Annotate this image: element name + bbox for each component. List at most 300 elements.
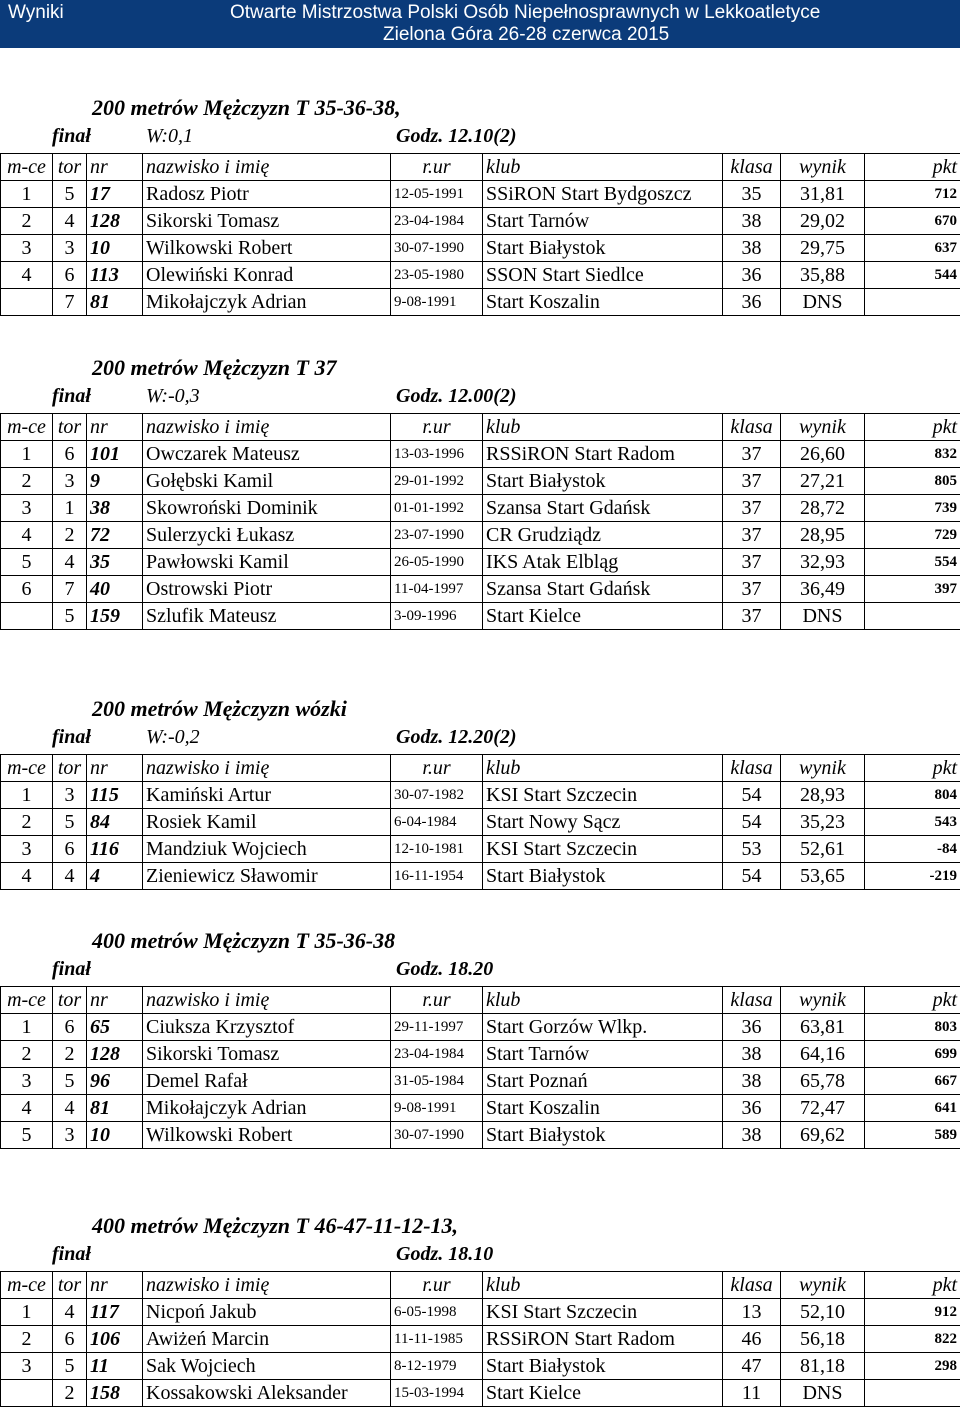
table-row [1,1326,960,1353]
table-row [1,576,960,603]
column-header-number: nr [87,755,143,782]
col-lane: 3 [53,1122,87,1149]
event-title: 200 metrów Mężczyzn T 35-36-38, [92,95,401,120]
table-row [1,441,960,468]
col-points: 729 [865,522,960,549]
col-lane: 3 [53,782,87,809]
results-table [0,413,960,630]
results-table [0,754,960,890]
col-birthdate: 11-11-1985 [391,1326,483,1353]
col-class: 47 [723,1353,781,1380]
event-meta [0,726,960,754]
col-name: Sak Wojciech [143,1353,391,1380]
col-result: 52,10 [781,1299,865,1326]
event-title: 200 metrów Mężczyzn wózki [92,696,347,721]
column-header-place: m-ce [1,755,53,782]
col-number: 72 [87,522,143,549]
col-class: 37 [723,576,781,603]
col-class: 37 [723,522,781,549]
col-birthdate: 16-11-1954 [391,863,483,890]
column-header-club: klub [483,755,723,782]
col-club: KSI Start Szczecin [483,1299,723,1326]
column-header-birthdate: r.ur [391,154,483,181]
col-club: Start Kielce [483,603,723,630]
col-points: 912 [865,1299,960,1326]
column-header-name: nazwisko i imię [143,755,391,782]
col-class: 35 [723,181,781,208]
col-club: Start Tarnów [483,1041,723,1068]
col-number: 35 [87,549,143,576]
col-number: 128 [87,1041,143,1068]
col-result: 35,88 [781,262,865,289]
table-row [1,782,960,809]
table-row [1,809,960,836]
table-row [1,262,960,289]
column-header-name: nazwisko i imię [143,1272,391,1299]
column-header-points: pkt [865,414,960,441]
column-header-birthdate: r.ur [391,414,483,441]
col-number: 115 [87,782,143,809]
col-lane: 5 [53,809,87,836]
col-club: IKS Atak Elbląg [483,549,723,576]
table-header-row [1,1272,960,1299]
column-header-club: klub [483,1272,723,1299]
col-birthdate: 23-05-1980 [391,262,483,289]
column-header-lane: tor [53,1272,87,1299]
col-number: 159 [87,603,143,630]
column-header-lane: tor [53,755,87,782]
column-header-class: klasa [723,755,781,782]
col-number: 40 [87,576,143,603]
col-points: -84 [865,836,960,863]
col-number: 10 [87,235,143,262]
col-result: DNS [781,1380,865,1407]
col-class: 38 [723,235,781,262]
col-place: 2 [1,1041,53,1068]
column-header-result: wynik [781,755,865,782]
col-lane: 5 [53,1353,87,1380]
table-row [1,522,960,549]
col-name: Demel Rafał [143,1068,391,1095]
table-header-row [1,755,960,782]
col-points: 832 [865,441,960,468]
col-birthdate: 23-04-1984 [391,1041,483,1068]
col-name: Awiżeń Marcin [143,1326,391,1353]
col-points: 544 [865,262,960,289]
column-header-number: nr [87,414,143,441]
column-header-points: pkt [865,755,960,782]
column-header-points: pkt [865,154,960,181]
col-result: 81,18 [781,1353,865,1380]
col-place: 4 [1,863,53,890]
table-row [1,549,960,576]
table-row [1,468,960,495]
col-lane: 4 [53,1299,87,1326]
table-row [1,289,960,316]
col-number: 84 [87,809,143,836]
col-result: 28,72 [781,495,865,522]
col-name: Zieniewicz Sławomir [143,863,391,890]
col-number: 10 [87,1122,143,1149]
col-number: 128 [87,208,143,235]
col-lane: 6 [53,836,87,863]
col-birthdate: 30-07-1990 [391,235,483,262]
col-club: Start Gorzów Wlkp. [483,1014,723,1041]
col-lane: 4 [53,863,87,890]
table-header-row [1,987,960,1014]
col-class: 54 [723,863,781,890]
table-header-row [1,154,960,181]
col-place: 5 [1,1122,53,1149]
col-number: 81 [87,1095,143,1122]
column-header-result: wynik [781,987,865,1014]
col-place: 3 [1,495,53,522]
header-left: Wyniki [8,2,64,23]
col-number: 117 [87,1299,143,1326]
col-points: 543 [865,809,960,836]
col-lane: 7 [53,289,87,316]
table-row [1,863,960,890]
col-lane: 4 [53,549,87,576]
col-number: 81 [87,289,143,316]
header-subtitle: Zielona Góra 26-28 czerwca 2015 [383,24,670,45]
col-name: Kossakowski Aleksander [143,1380,391,1407]
col-class: 37 [723,468,781,495]
final-label: finał [52,726,91,748]
col-result: DNS [781,289,865,316]
col-number: 65 [87,1014,143,1041]
col-birthdate: 26-05-1990 [391,549,483,576]
column-header-number: nr [87,1272,143,1299]
col-number: 106 [87,1326,143,1353]
col-club: SSiRON Start Bydgoszcz [483,181,723,208]
col-name: Sikorski Tomasz [143,1041,391,1068]
col-club: SSON Start Siedlce [483,262,723,289]
col-place: 4 [1,522,53,549]
col-points: 739 [865,495,960,522]
col-lane: 6 [53,1014,87,1041]
table-row [1,1299,960,1326]
col-place: 2 [1,208,53,235]
col-name: Wilkowski Robert [143,1122,391,1149]
col-result: 52,61 [781,836,865,863]
column-header-club: klub [483,414,723,441]
col-lane: 1 [53,495,87,522]
column-header-name: nazwisko i imię [143,987,391,1014]
col-birthdate: 29-11-1997 [391,1014,483,1041]
col-name: Owczarek Mateusz [143,441,391,468]
col-club: RSSiRON Start Radom [483,441,723,468]
col-place: 6 [1,576,53,603]
col-club: Start Poznań [483,1068,723,1095]
col-lane: 3 [53,468,87,495]
col-name: Szlufik Mateusz [143,603,391,630]
table-row [1,1122,960,1149]
final-label: finał [52,1243,91,1265]
col-birthdate: 6-05-1998 [391,1299,483,1326]
column-header-birthdate: r.ur [391,1272,483,1299]
col-name: Wilkowski Robert [143,235,391,262]
col-points [865,1380,960,1407]
table-row [1,181,960,208]
col-place: 5 [1,549,53,576]
col-place: 1 [1,181,53,208]
col-club: Start Białystok [483,1353,723,1380]
col-class: 38 [723,1041,781,1068]
col-place: 3 [1,1353,53,1380]
col-birthdate: 6-04-1984 [391,809,483,836]
final-label: finał [52,125,91,147]
col-name: Radosz Piotr [143,181,391,208]
start-time: Godz. 18.10 [396,1243,494,1265]
column-header-number: nr [87,987,143,1014]
col-name: Gołębski Kamil [143,468,391,495]
col-lane: 2 [53,1380,87,1407]
col-place: 1 [1,1014,53,1041]
results-table [0,1271,960,1407]
results-table [0,986,960,1149]
event-meta [0,1243,960,1271]
col-club: CR Grudziądz [483,522,723,549]
col-class: 46 [723,1326,781,1353]
col-number: 17 [87,181,143,208]
col-lane: 4 [53,1095,87,1122]
col-class: 53 [723,836,781,863]
column-header-number: nr [87,154,143,181]
column-header-place: m-ce [1,414,53,441]
col-name: Olewiński Konrad [143,262,391,289]
col-lane: 3 [53,235,87,262]
col-lane: 5 [53,603,87,630]
col-club: Start Białystok [483,863,723,890]
col-club: Start Białystok [483,1122,723,1149]
col-class: 13 [723,1299,781,1326]
col-points [865,289,960,316]
col-name: Kamiński Artur [143,782,391,809]
col-number: 101 [87,441,143,468]
col-place [1,1380,53,1407]
col-name: Pawłowski Kamil [143,549,391,576]
column-header-birthdate: r.ur [391,987,483,1014]
col-lane: 6 [53,1326,87,1353]
table-row [1,1014,960,1041]
table-row [1,603,960,630]
col-birthdate: 23-04-1984 [391,208,483,235]
col-points: 822 [865,1326,960,1353]
col-birthdate: 3-09-1996 [391,603,483,630]
col-result: 29,02 [781,208,865,235]
column-header-birthdate: r.ur [391,755,483,782]
col-name: Mikołajczyk Adrian [143,1095,391,1122]
col-points: 554 [865,549,960,576]
table-row [1,1041,960,1068]
col-class: 37 [723,603,781,630]
col-club: Start Białystok [483,235,723,262]
col-club: Start Nowy Sącz [483,809,723,836]
col-birthdate: 15-03-1994 [391,1380,483,1407]
col-name: Skowroński Dominik [143,495,391,522]
col-result: 56,18 [781,1326,865,1353]
col-lane: 4 [53,208,87,235]
wind-value: W:0,1 [146,125,194,147]
col-class: 36 [723,1014,781,1041]
col-place: 2 [1,809,53,836]
col-birthdate: 8-12-1979 [391,1353,483,1380]
col-points: 637 [865,235,960,262]
col-points: 589 [865,1122,960,1149]
col-points: 712 [865,181,960,208]
col-result: 32,93 [781,549,865,576]
col-club: Szansa Start Gdańsk [483,495,723,522]
col-number: 11 [87,1353,143,1380]
col-lane: 2 [53,522,87,549]
col-name: Ostrowski Piotr [143,576,391,603]
col-birthdate: 13-03-1996 [391,441,483,468]
event-title: 400 metrów Mężczyzn T 46-47-11-12-13, [92,1213,459,1238]
final-label: finał [52,385,91,407]
column-header-class: klasa [723,154,781,181]
results-table [0,153,960,316]
col-result: 72,47 [781,1095,865,1122]
col-place: 4 [1,262,53,289]
col-number: 96 [87,1068,143,1095]
column-header-club: klub [483,154,723,181]
table-row [1,1068,960,1095]
col-birthdate: 23-07-1990 [391,522,483,549]
col-result: 28,93 [781,782,865,809]
table-row [1,1380,960,1407]
col-points: 803 [865,1014,960,1041]
col-birthdate: 11-04-1997 [391,576,483,603]
start-time: Godz. 18.20 [396,958,494,980]
column-header-place: m-ce [1,1272,53,1299]
col-class: 38 [723,208,781,235]
col-result: 64,16 [781,1041,865,1068]
event-title: 200 metrów Mężczyzn T 37 [92,355,337,380]
column-header-result: wynik [781,154,865,181]
col-place: 1 [1,441,53,468]
table-header-row [1,414,960,441]
column-header-place: m-ce [1,154,53,181]
col-class: 54 [723,809,781,836]
col-points: 670 [865,208,960,235]
col-club: Start Tarnów [483,208,723,235]
col-points: 641 [865,1095,960,1122]
col-place: 2 [1,468,53,495]
table-row [1,208,960,235]
event-meta [0,958,960,986]
column-header-result: wynik [781,1272,865,1299]
col-place: 4 [1,1095,53,1122]
column-header-name: nazwisko i imię [143,154,391,181]
col-points: 667 [865,1068,960,1095]
col-place: 1 [1,782,53,809]
col-number: 38 [87,495,143,522]
col-birthdate: 12-05-1991 [391,181,483,208]
col-class: 54 [723,782,781,809]
column-header-name: nazwisko i imię [143,414,391,441]
col-club: KSI Start Szczecin [483,782,723,809]
col-points: 397 [865,576,960,603]
col-class: 36 [723,1095,781,1122]
col-lane: 6 [53,441,87,468]
col-place: 3 [1,1068,53,1095]
col-birthdate: 01-01-1992 [391,495,483,522]
column-header-place: m-ce [1,987,53,1014]
col-lane: 6 [53,262,87,289]
col-birthdate: 30-07-1982 [391,782,483,809]
table-row [1,1353,960,1380]
col-result: 28,95 [781,522,865,549]
col-lane: 5 [53,181,87,208]
wind-value: W:-0,3 [146,385,200,407]
col-club: Start Koszalin [483,1095,723,1122]
col-place: 2 [1,1326,53,1353]
table-row [1,495,960,522]
col-points: -219 [865,863,960,890]
table-row [1,235,960,262]
col-club: Start Kielce [483,1380,723,1407]
col-lane: 2 [53,1041,87,1068]
col-class: 37 [723,495,781,522]
col-club: RSSiRON Start Radom [483,1326,723,1353]
header-title: Otwarte Mistrzostwa Polski Osób Niepełnosprawnych w Lekkoatletyce [230,2,821,23]
event-meta [0,385,960,413]
final-label: finał [52,958,91,980]
column-header-lane: tor [53,414,87,441]
col-result: DNS [781,603,865,630]
page-header [0,0,960,48]
col-name: Mandziuk Wojciech [143,836,391,863]
col-lane: 7 [53,576,87,603]
col-result: 27,21 [781,468,865,495]
col-place [1,289,53,316]
col-name: Rosiek Kamil [143,809,391,836]
table-row [1,1095,960,1122]
col-result: 35,23 [781,809,865,836]
col-birthdate: 31-05-1984 [391,1068,483,1095]
col-number: 4 [87,863,143,890]
col-points: 805 [865,468,960,495]
col-result: 29,75 [781,235,865,262]
col-points [865,603,960,630]
col-result: 53,65 [781,863,865,890]
col-number: 113 [87,262,143,289]
col-points: 804 [865,782,960,809]
col-birthdate: 29-01-1992 [391,468,483,495]
col-result: 26,60 [781,441,865,468]
col-name: Sulerzycki Łukasz [143,522,391,549]
col-points: 699 [865,1041,960,1068]
col-place: 3 [1,235,53,262]
column-header-result: wynik [781,414,865,441]
col-class: 38 [723,1122,781,1149]
col-club: Szansa Start Gdańsk [483,576,723,603]
col-result: 69,62 [781,1122,865,1149]
col-name: Nicpoń Jakub [143,1299,391,1326]
col-class: 38 [723,1068,781,1095]
col-name: Mikołajczyk Adrian [143,289,391,316]
start-time: Godz. 12.20(2) [396,726,517,748]
col-result: 36,49 [781,576,865,603]
col-result: 31,81 [781,181,865,208]
start-time: Godz. 12.00(2) [396,385,517,407]
col-birthdate: 12-10-1981 [391,836,483,863]
col-result: 63,81 [781,1014,865,1041]
event-meta [0,125,960,153]
column-header-class: klasa [723,1272,781,1299]
col-points: 298 [865,1353,960,1380]
